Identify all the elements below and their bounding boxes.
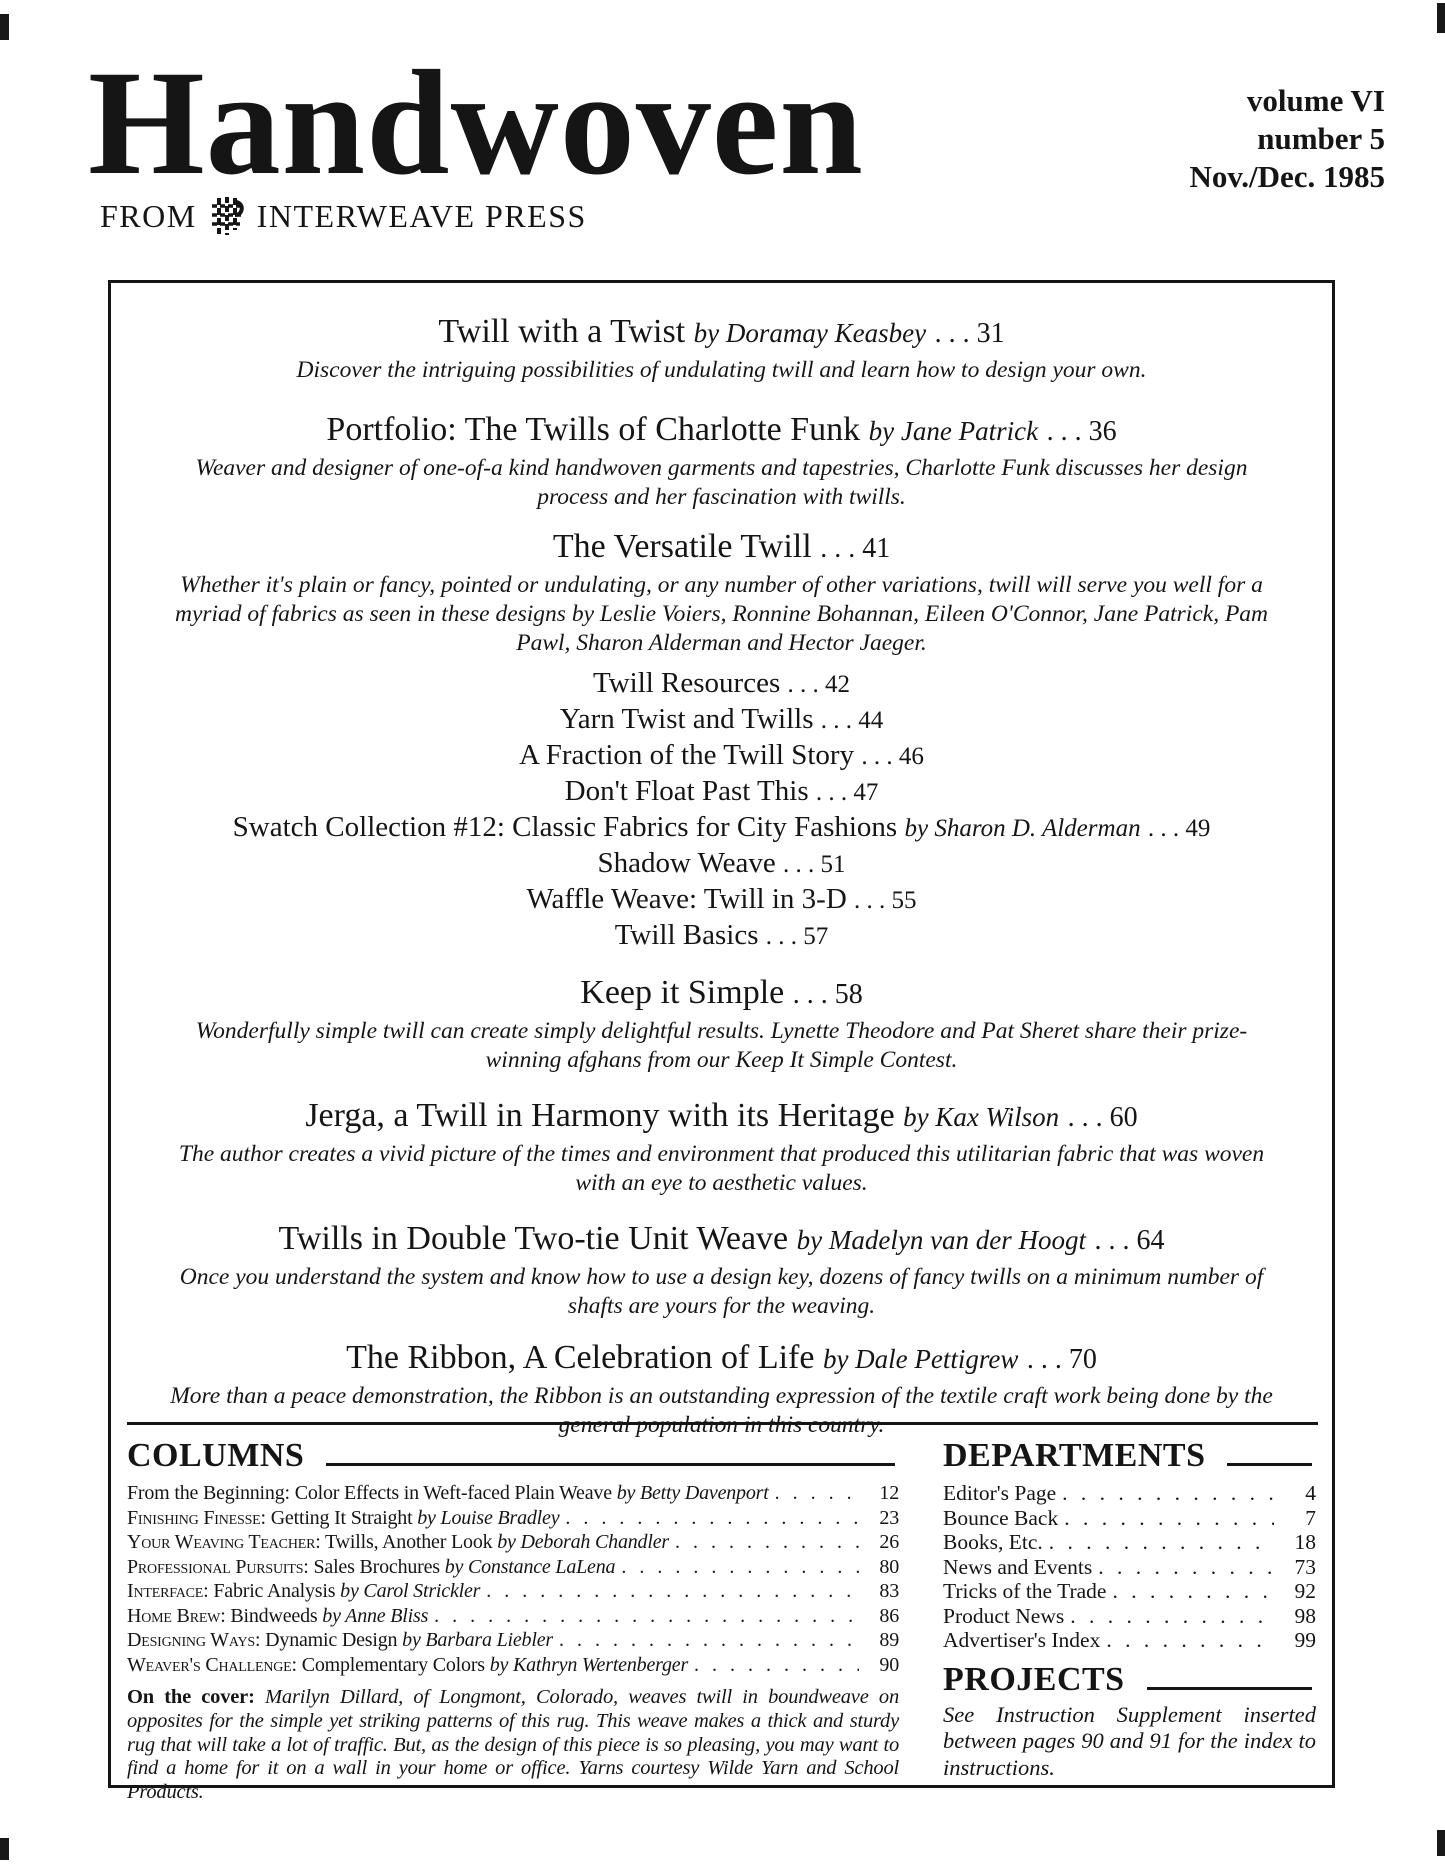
column-page: 23 xyxy=(879,1506,899,1529)
feature-entry xyxy=(111,311,1332,385)
dot-leader xyxy=(1049,1530,1274,1555)
column-text xyxy=(127,1604,428,1629)
column-byline: by Louise Bradley xyxy=(417,1506,560,1529)
feature-title: Yarn Twist and Twills xyxy=(559,703,814,735)
feature-byline: by Doramay Keasbey xyxy=(693,318,927,348)
feature-subtitle: Discover the intriguing possibilities of undulating twill and learn how to design your own. xyxy=(296,357,1147,383)
column-item xyxy=(127,1506,899,1531)
dot-leader xyxy=(1064,1506,1274,1531)
interweave-press-logo-icon xyxy=(210,196,244,236)
cover-note-text: Marilyn Dillard, of Longmont, Colorado, weaves twill in boundweave on opposites for the simple yet striking patterns of this rug. This weave makes a thick and sturdy rug that will take a lot of traffic. But, as the design of this piece is so pleasing, you may want to find a home for it on a wall in your home or office. Yarns courtesy Wilde Yarn and School Products. xyxy=(127,1686,899,1804)
feature-page-ref: . . . 64 xyxy=(1094,1225,1165,1256)
dot-leader xyxy=(1106,1628,1274,1653)
department-title: Bounce Back xyxy=(943,1505,1059,1530)
column-label: From the Beginning: xyxy=(127,1482,290,1504)
column-item xyxy=(127,1555,899,1580)
projects-section xyxy=(943,1661,1316,1699)
column-page: 26 xyxy=(879,1531,899,1553)
cover-note xyxy=(127,1686,899,1805)
columns-heading: COLUMNS xyxy=(127,1437,305,1474)
feature-subtitle: Whether it's plain or fancy, pointed or undulating, or any number of other variations, twill will serve you well for a myriad of fabrics as seen in these designs by Leslie Voiers, Ronnine Bohannan, Eileen O'Connor, Jane Patrick, Pam Pawl, Sharon Alderman and Hector Jaeger. xyxy=(174,572,1269,656)
projects-heading: PROJECTS xyxy=(943,1660,1125,1698)
feature-title-line xyxy=(111,1337,1332,1381)
section-divider-rule xyxy=(127,1422,1318,1425)
feature-title: Twill Basics xyxy=(614,919,759,951)
dot-leader xyxy=(434,1604,859,1629)
department-item xyxy=(943,1555,1316,1580)
feature-articles xyxy=(111,283,1332,1440)
department-item xyxy=(943,1604,1316,1629)
contents-box xyxy=(108,280,1335,1804)
column-text xyxy=(127,1628,553,1653)
column-page: 90 xyxy=(879,1653,899,1676)
feature-page-ref: . . . 57 xyxy=(765,923,829,950)
feature-title-line xyxy=(111,409,1332,453)
feature-page-ref: . . . 36 xyxy=(1046,416,1117,447)
feature-list-entry xyxy=(111,918,1332,954)
feature-page-ref: . . . 47 xyxy=(815,779,879,806)
column-byline: by Anne Bliss xyxy=(322,1604,429,1627)
column-item xyxy=(127,1481,899,1506)
dot-leader xyxy=(486,1579,859,1604)
column-label: Interface: xyxy=(127,1580,209,1602)
feature-short-list xyxy=(111,666,1332,954)
feature-title: Jerga, a Twill in Harmony with its Heritage xyxy=(305,1097,895,1134)
department-item xyxy=(943,1579,1316,1604)
projects-heading-rule xyxy=(1147,1687,1312,1690)
feature-page-ref: . . . 44 xyxy=(820,707,884,734)
feature-byline: by Kax Wilson xyxy=(903,1102,1060,1132)
feature-subtitle: Wonderfully simple twill can create simply delightful results. Lynette Theodore and Pat Sheret share their prize-winning afghans from our Keep It Simple Contest. xyxy=(195,1018,1248,1073)
dot-leader xyxy=(559,1628,859,1653)
feature-title: The Versatile Twill xyxy=(552,528,812,565)
column-text xyxy=(127,1481,769,1506)
feature-page-ref: . . . 51 xyxy=(783,851,846,878)
column-item xyxy=(127,1653,899,1678)
column-text xyxy=(127,1555,615,1580)
feature-page-ref: . . . 42 xyxy=(787,671,850,698)
feature-byline: by Jane Patrick xyxy=(868,416,1039,446)
feature-entry xyxy=(111,1218,1332,1321)
feature-page-ref: . . . 70 xyxy=(1026,1344,1097,1375)
feature-title-line xyxy=(111,1218,1332,1262)
department-title: Product News xyxy=(943,1603,1065,1628)
feature-byline: by Dale Pettigrew xyxy=(822,1344,1019,1374)
scan-mark-bottom-left xyxy=(0,1838,9,1860)
feature-page-ref: . . . 55 xyxy=(854,887,917,914)
column-byline: by Barbara Liebler xyxy=(402,1629,553,1651)
department-page: 18 xyxy=(1294,1530,1316,1554)
department-title: News and Events xyxy=(943,1554,1093,1579)
feature-title-line xyxy=(111,311,1332,355)
feature-title: Swatch Collection #12: Classic Fabrics for City Fashions xyxy=(232,811,898,843)
feature-entry xyxy=(111,409,1332,512)
cover-note-label: On the cover: xyxy=(127,1686,255,1708)
feature-list-entry xyxy=(111,738,1332,774)
feature-title: Twill Resources xyxy=(593,667,781,699)
column-label: Home Brew: xyxy=(127,1604,226,1627)
feature-byline: by Madelyn van der Hoogt xyxy=(796,1225,1087,1255)
department-title: Advertiser's Index xyxy=(943,1628,1101,1652)
column-text xyxy=(127,1506,559,1531)
feature-entry xyxy=(111,972,1332,1075)
column-page: 80 xyxy=(879,1555,899,1578)
issue-volume: volume VI xyxy=(1246,83,1385,118)
departments-heading: DEPARTMENTS xyxy=(943,1437,1206,1474)
feature-title: Twills in Double Two-tie Unit Weave xyxy=(278,1220,789,1257)
dot-leader xyxy=(1062,1481,1274,1506)
column-byline: by Carol Strickler xyxy=(340,1580,481,1602)
column-title: Twills, Another Look xyxy=(325,1531,493,1553)
column-title: Dynamic Design xyxy=(265,1629,398,1651)
feature-byline: by Sharon D. Alderman xyxy=(904,815,1141,842)
column-page: 86 xyxy=(879,1604,899,1627)
feature-list-entry xyxy=(111,666,1332,702)
department-page: 98 xyxy=(1294,1603,1316,1628)
bottom-section xyxy=(127,1422,1318,1805)
column-item xyxy=(127,1579,899,1604)
imprint-press: INTERWEAVE PRESS xyxy=(256,197,587,234)
column-item xyxy=(127,1604,899,1629)
feature-title-line xyxy=(111,526,1332,570)
feature-page-ref: . . . 60 xyxy=(1067,1102,1138,1133)
department-page: 4 xyxy=(1305,1481,1316,1505)
magazine-logo: Handwoven xyxy=(88,40,864,206)
feature-page-ref: . . . 49 xyxy=(1147,815,1211,842)
department-title: Tricks of the Trade xyxy=(943,1579,1107,1603)
column-label: Professional Pursuits: xyxy=(127,1555,309,1578)
feature-title: Waffle Weave: Twill in 3-D xyxy=(526,883,847,915)
column-page: 89 xyxy=(879,1629,899,1651)
feature-subtitle: Once you understand the system and know how to use a design key, dozens of fancy twills on a minimum number of shafts are yours for the weaving. xyxy=(179,1264,1264,1319)
scan-mark-bottom-right xyxy=(1437,1830,1445,1856)
department-item xyxy=(943,1481,1316,1506)
column-label: Designing Ways: xyxy=(127,1629,261,1651)
columns-list xyxy=(127,1481,899,1677)
dot-leader xyxy=(1070,1604,1274,1629)
column-byline: by Betty Davenport xyxy=(616,1482,769,1504)
imprint-from: FROM xyxy=(100,197,197,234)
column-title: Bindweeds xyxy=(230,1604,318,1627)
department-page: 7 xyxy=(1305,1505,1316,1530)
dot-leader xyxy=(775,1481,859,1506)
department-page: 99 xyxy=(1294,1628,1316,1652)
feature-title: The Ribbon, A Celebration of Life xyxy=(346,1339,815,1376)
feature-list-entry xyxy=(111,774,1332,810)
departments-section xyxy=(943,1437,1316,1805)
feature-entry xyxy=(111,526,1332,658)
issue-number: number 5 xyxy=(1257,121,1385,156)
column-title: Color Effects in Weft-faced Plain Weave xyxy=(294,1482,612,1504)
feature-page-ref: . . . 31 xyxy=(934,318,1005,349)
column-label: Finishing Finesse: xyxy=(127,1506,266,1529)
feature-title: Don't Float Past This xyxy=(564,775,809,807)
feature-list-entry xyxy=(111,882,1332,918)
column-title: Sales Brochures xyxy=(313,1555,440,1578)
feature-title: Twill with a Twist xyxy=(438,313,686,350)
feature-entry xyxy=(111,1095,1332,1198)
department-item xyxy=(943,1506,1316,1531)
scan-mark-top-right xyxy=(1437,3,1445,33)
department-title: Books, Etc. xyxy=(943,1530,1043,1554)
column-page: 83 xyxy=(879,1580,899,1602)
feature-title: Shadow Weave xyxy=(597,847,776,879)
feature-page-ref: . . . 46 xyxy=(861,743,924,770)
department-item xyxy=(943,1530,1316,1555)
departments-heading-rule xyxy=(1227,1463,1312,1466)
imprint-line xyxy=(100,196,587,236)
department-title: Editor's Page xyxy=(943,1481,1057,1505)
columns-heading-rule xyxy=(326,1463,895,1466)
dot-leader xyxy=(1098,1555,1274,1580)
department-page: 92 xyxy=(1294,1579,1316,1603)
feature-list-entry xyxy=(111,846,1332,882)
column-text xyxy=(127,1530,669,1555)
feature-subtitle: More than a peace demonstration, the Ribbon is an outstanding expression of the textile craft work being done by the general population in this country. xyxy=(170,1383,1273,1438)
feature-title-line xyxy=(111,1095,1332,1139)
column-item xyxy=(127,1530,899,1555)
column-label: Weaver's Challenge: xyxy=(127,1653,297,1676)
scan-mark-top-left xyxy=(0,14,9,40)
dot-leader xyxy=(565,1506,859,1531)
column-byline: by Deborah Chandler xyxy=(497,1531,669,1553)
column-title: Getting It Straight xyxy=(270,1506,413,1529)
department-item xyxy=(943,1628,1316,1653)
feature-page-ref: . . . 41 xyxy=(820,533,891,564)
issue-date: Nov./Dec. 1985 xyxy=(1189,159,1385,194)
dot-leader xyxy=(621,1555,859,1580)
column-title: Fabric Analysis xyxy=(213,1580,336,1602)
departments-list xyxy=(943,1481,1316,1653)
feature-subtitle: The author creates a vivid picture of the times and environment that produced this utilitarian fabric that was woven with an eye to aesthetic values. xyxy=(178,1141,1265,1196)
projects-note: See Instruction Supplement inserted between pages 90 and 91 for the index to instructions. xyxy=(943,1701,1316,1780)
feature-title: Portfolio: The Twills of Charlotte Funk xyxy=(326,411,861,448)
dot-leader xyxy=(694,1653,859,1678)
dot-leader xyxy=(1112,1579,1274,1604)
column-item xyxy=(127,1628,899,1653)
column-text xyxy=(127,1653,688,1678)
column-text xyxy=(127,1579,480,1604)
column-label: Your Weaving Teacher: xyxy=(127,1531,321,1553)
feature-title: A Fraction of the Twill Story xyxy=(519,739,855,771)
feature-title-line xyxy=(111,972,1332,1016)
columns-section xyxy=(127,1437,899,1805)
issue-info xyxy=(1190,82,1385,196)
column-byline: by Constance LaLena xyxy=(444,1555,616,1578)
dot-leader xyxy=(675,1530,859,1555)
column-title: Complementary Colors xyxy=(301,1653,485,1676)
feature-list-entry xyxy=(111,810,1332,846)
feature-subtitle: Weaver and designer of one-of-a kind handwoven garments and tapestries, Charlotte Funk discusses her design process and her fascination with twills. xyxy=(195,455,1248,510)
feature-page-ref: . . . 58 xyxy=(792,979,863,1010)
column-page: 12 xyxy=(879,1482,899,1504)
feature-list-entry xyxy=(111,702,1332,738)
feature-title: Keep it Simple xyxy=(580,974,785,1011)
department-page: 73 xyxy=(1294,1554,1316,1579)
column-byline: by Kathryn Wertenberger xyxy=(489,1653,689,1676)
